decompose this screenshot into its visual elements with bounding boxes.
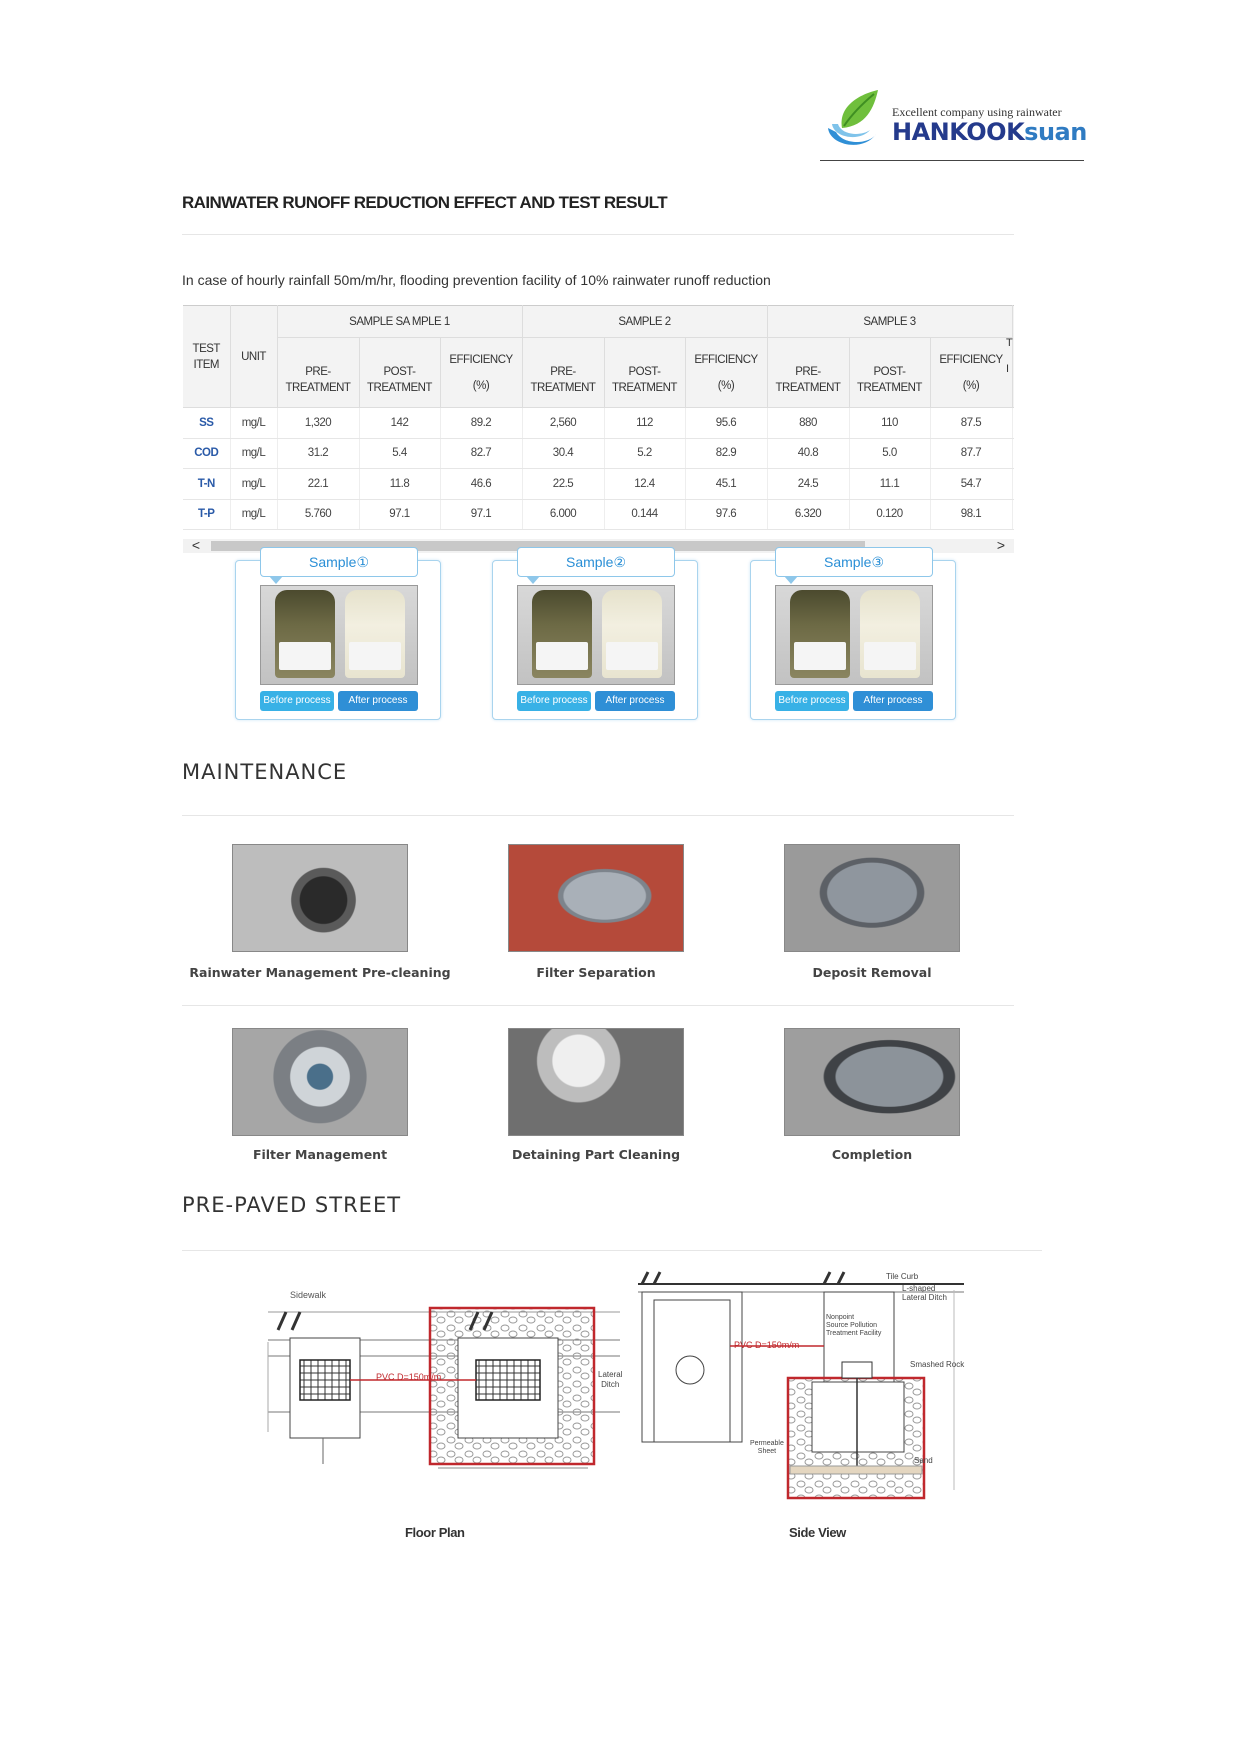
cell-s3-post: 11.1	[849, 469, 930, 500]
header-test-item: TEST ITEM	[183, 306, 230, 408]
cell-clipped	[1012, 408, 1014, 439]
label-sidewalk: Sidewalk	[290, 1290, 327, 1300]
sample-card	[235, 554, 441, 720]
divider	[182, 1005, 1014, 1006]
table-row	[183, 469, 1014, 500]
before-process-badge: Before process	[517, 691, 591, 711]
label-smashed-rock: Smashed Rock	[910, 1360, 965, 1369]
maintenance-photo	[508, 1028, 684, 1136]
cell-unit: mg/L	[230, 438, 277, 469]
side-view-drawing	[634, 1270, 974, 1505]
intro-text: In case of hourly rainfall 50m/m/hr, flooding prevention facility of 10% rainwater runoff reduction	[182, 272, 771, 288]
cell-s1-pre: 5.760	[277, 499, 359, 530]
cell-s3-pre: 24.5	[767, 469, 849, 500]
side-view-caption: Side View	[789, 1525, 846, 1540]
header-efficiency-label: EFFICIENCY	[449, 353, 513, 366]
cell-unit: mg/L	[230, 469, 277, 500]
cell-s1-pre: 22.1	[277, 469, 359, 500]
cell-s1-post: 97.1	[359, 499, 440, 530]
before-process-badge: Before process	[775, 691, 849, 711]
cell-clipped	[1012, 438, 1014, 469]
sample-card	[492, 554, 698, 720]
cell-s2-pre: 6.000	[522, 499, 604, 530]
label-nonpoint-line-1: Nonpoint	[826, 1314, 855, 1321]
cell-s3-pre: 40.8	[767, 438, 849, 469]
label-l-shaped-ditch	[902, 1284, 947, 1302]
maintenance-photo	[784, 1028, 960, 1136]
header-pre-treatment: PRE- TREATMENT	[277, 338, 359, 408]
cell-unit: mg/L	[230, 408, 277, 439]
scroll-left-icon[interactable]: <	[191, 537, 201, 553]
label-permeable-line-1: Permeable	[750, 1440, 784, 1447]
sample-bottles-photo	[260, 585, 418, 685]
cell-s3-eff: 87.5	[930, 408, 1012, 439]
cell-s2-post: 112	[604, 408, 685, 439]
cell-s2-eff: 45.1	[685, 469, 767, 500]
label-l-shaped-line-2: Lateral Ditch	[902, 1293, 947, 1302]
label-nonpoint-line-3: Treatment Facility	[826, 1330, 882, 1337]
label-permeable-line-2: Sheet	[757, 1448, 777, 1455]
cell-clipped	[1012, 469, 1014, 500]
header-efficiency-unit: (%)	[717, 379, 735, 392]
maintenance-photo	[508, 844, 684, 952]
header-sample-1: SAMPLE SA MPLE 1	[277, 306, 522, 338]
leaf-drop-logo-icon	[820, 88, 886, 152]
cell-s1-post: 5.4	[359, 438, 440, 469]
label-l-shaped-line-1: L-shaped	[902, 1284, 936, 1293]
table-subheader-row	[183, 338, 1014, 408]
before-process-badge: Before process	[260, 691, 334, 711]
divider	[182, 815, 1014, 816]
maintenance-caption: Rainwater Management Pre-cleaning	[189, 965, 451, 980]
table-row	[183, 438, 1014, 469]
label-pvc: PVC D=150m/m	[376, 1372, 442, 1382]
bottle-before	[790, 590, 850, 678]
label-lateral-ditch-line-1: Lateral	[598, 1370, 623, 1379]
cell-unit: mg/L	[230, 499, 277, 530]
header-efficiency	[930, 338, 1012, 408]
label-lateral-ditch	[598, 1370, 622, 1390]
cell-s2-pre: 30.4	[522, 438, 604, 469]
maintenance-caption: Completion	[831, 1147, 913, 1162]
cell-s1-post: 142	[359, 408, 440, 439]
logo-tagline: Excellent company using rainwater	[892, 105, 1062, 119]
bottle-before	[532, 590, 592, 678]
label-permeable-sheet	[750, 1440, 784, 1456]
cell-s2-eff: 82.9	[685, 438, 767, 469]
clipped-text-bottom: I	[1006, 363, 1010, 375]
section-title-maintenance: MAINTENANCE	[182, 760, 348, 784]
cell-clipped	[1012, 499, 1014, 530]
scroll-right-icon[interactable]: >	[996, 537, 1006, 553]
cell-test-item: SS	[183, 408, 230, 439]
table-row	[183, 408, 1014, 439]
label-tile-curb: Tile Curb	[886, 1272, 919, 1281]
header-post-treatment: POST- TREATMENT	[604, 338, 685, 408]
bottle-label	[536, 642, 588, 670]
section-title-pre-paved-street: PRE-PAVED STREET	[182, 1193, 402, 1217]
cell-s3-pre: 880	[767, 408, 849, 439]
header-efficiency-unit: (%)	[472, 379, 490, 392]
cell-s1-pre: 31.2	[277, 438, 359, 469]
bottle-label	[279, 642, 331, 670]
bottle-after	[345, 590, 405, 678]
sample-label: Sample②	[517, 547, 675, 577]
label-sand: Sand	[914, 1456, 933, 1465]
header-efficiency-label: EFFICIENCY	[694, 353, 758, 366]
logo-underline	[820, 160, 1084, 161]
divider	[182, 1250, 1042, 1251]
cell-s2-pre: 2,560	[522, 408, 604, 439]
label-pvc: PVC D=150m/m	[734, 1340, 800, 1350]
company-logo	[820, 88, 1087, 160]
header-post-treatment: POST- TREATMENT	[359, 338, 440, 408]
cell-s3-eff: 54.7	[930, 469, 1012, 500]
bottle-before	[275, 590, 335, 678]
header-post-treatment: POST- TREATMENT	[849, 338, 930, 408]
header-sample-2: SAMPLE 2	[522, 306, 767, 338]
sample-label: Sample③	[775, 547, 933, 577]
after-process-badge: After process	[338, 691, 418, 711]
table-header-row	[183, 306, 1014, 338]
table-row	[183, 499, 1014, 530]
cell-test-item: COD	[183, 438, 230, 469]
header-unit: UNIT	[230, 306, 277, 408]
label-nonpoint-facility	[826, 1314, 881, 1338]
section-title-test-result: RAINWATER RUNOFF REDUCTION EFFECT AND TEST RESULT	[182, 193, 667, 212]
cell-s2-post: 5.2	[604, 438, 685, 469]
cell-test-item: T-P	[183, 499, 230, 530]
cell-s3-pre: 6.320	[767, 499, 849, 530]
cell-s3-post: 0.120	[849, 499, 930, 530]
floor-plan-caption: Floor Plan	[405, 1525, 465, 1540]
cell-s3-eff: 98.1	[930, 499, 1012, 530]
maintenance-photo	[232, 1028, 408, 1136]
bottle-label	[864, 642, 916, 670]
label-lateral-ditch-line-2: Ditch	[601, 1380, 620, 1389]
header-pre-treatment: PRE- TREATMENT	[767, 338, 849, 408]
cell-s1-eff: 89.2	[440, 408, 522, 439]
sample-bottles-photo	[517, 585, 675, 685]
cell-s1-eff: 46.6	[440, 469, 522, 500]
sample-card	[750, 554, 956, 720]
bottle-label	[349, 642, 401, 670]
maintenance-caption: Detaining Part Cleaning	[511, 1147, 681, 1162]
bottle-after	[602, 590, 662, 678]
clipped-text-top: T	[1006, 337, 1013, 349]
maintenance-caption: Filter Separation	[536, 965, 656, 980]
maintenance-photo	[784, 844, 960, 952]
cell-s2-eff: 95.6	[685, 408, 767, 439]
cell-s2-post: 12.4	[604, 469, 685, 500]
floor-plan-drawing	[248, 1282, 628, 1472]
logo-brand-part-1: HANKOOK	[892, 118, 1025, 146]
cell-s1-pre: 1,320	[277, 408, 359, 439]
cell-s2-eff: 97.6	[685, 499, 767, 530]
side-view-diagram	[634, 1270, 974, 1505]
cell-s1-eff: 82.7	[440, 438, 522, 469]
cell-s3-post: 5.0	[849, 438, 930, 469]
bottle-label	[794, 642, 846, 670]
maintenance-caption: Filter Management	[252, 1147, 388, 1162]
header-efficiency	[685, 338, 767, 408]
bottle-after	[860, 590, 920, 678]
header-efficiency-label: EFFICIENCY	[939, 353, 1003, 366]
maintenance-caption: Deposit Removal	[812, 965, 932, 980]
label-nonpoint-line-2: Source Pollution	[826, 1322, 877, 1329]
header-efficiency-unit: (%)	[962, 379, 980, 392]
cell-s3-eff: 87.7	[930, 438, 1012, 469]
header-pre-treatment: PRE- TREATMENT	[522, 338, 604, 408]
logo-brand-part-2: suan	[1024, 118, 1087, 146]
sample-label: Sample①	[260, 547, 418, 577]
divider	[182, 234, 1014, 235]
header-sample-3: SAMPLE 3	[767, 306, 1012, 338]
logo-brand	[892, 118, 1087, 146]
cell-s1-post: 11.8	[359, 469, 440, 500]
test-result-table	[183, 305, 1014, 530]
cell-s2-post: 0.144	[604, 499, 685, 530]
bottle-label	[606, 642, 658, 670]
cell-s2-pre: 22.5	[522, 469, 604, 500]
cell-s1-eff: 97.1	[440, 499, 522, 530]
cell-test-item: T-N	[183, 469, 230, 500]
maintenance-photo	[232, 844, 408, 952]
after-process-badge: After process	[595, 691, 675, 711]
header-efficiency	[440, 338, 522, 408]
cell-s3-post: 110	[849, 408, 930, 439]
sample-bottles-photo	[775, 585, 933, 685]
after-process-badge: After process	[853, 691, 933, 711]
table-clipped-column	[1006, 330, 1013, 382]
